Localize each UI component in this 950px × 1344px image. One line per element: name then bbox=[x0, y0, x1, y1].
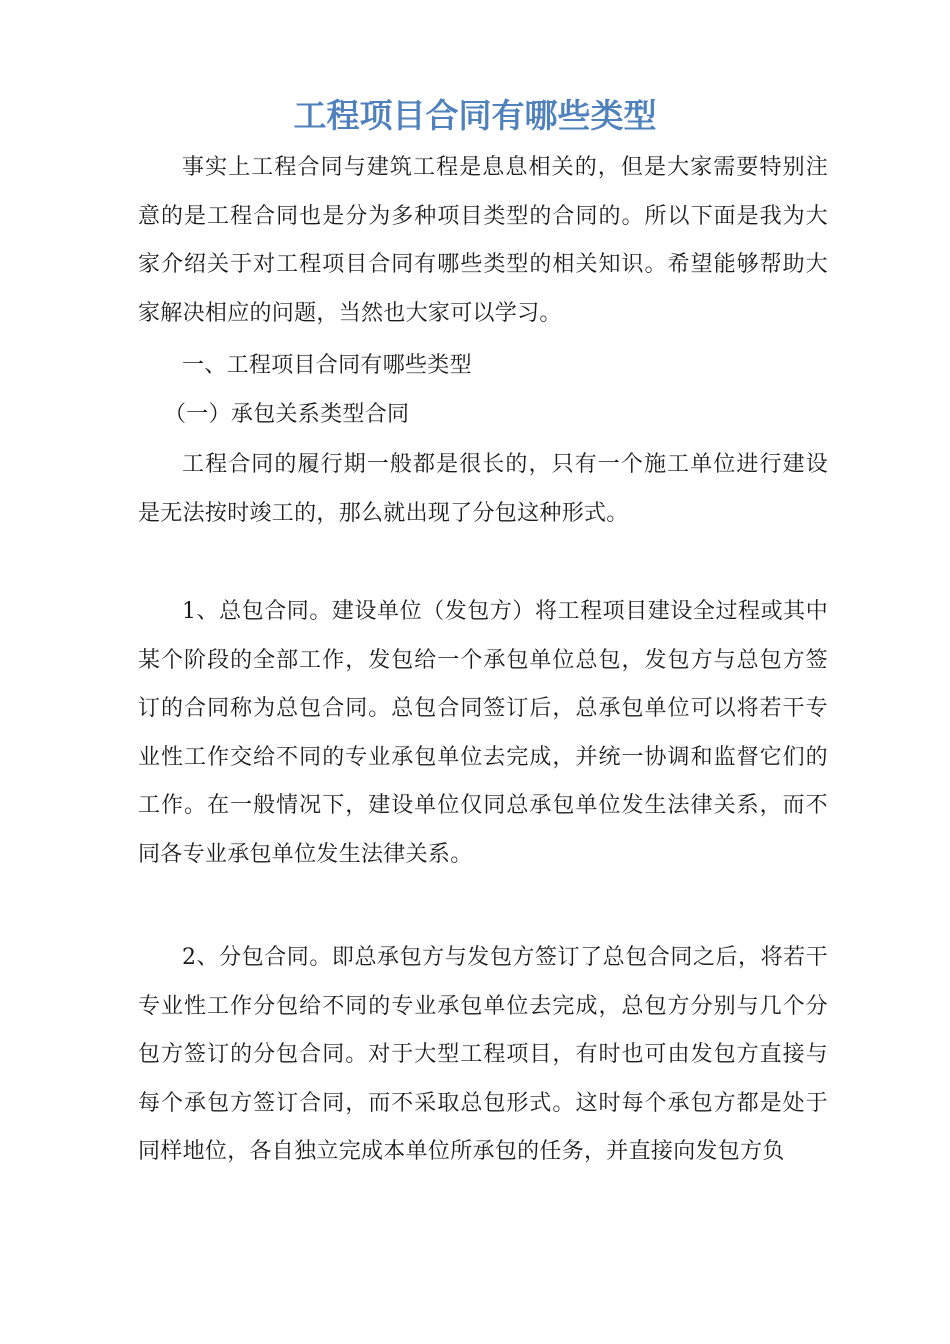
body-paragraph-general-contract: 1、总包合同。建设单位（发包方）将工程项目建设全过程或其中某个阶段的全部工作，发包给一个承包单位总包，发包方与总包方签订的合同称为总包合同。总包合同签订后，总承包单位可以将若干专业性工作交给不同的专业承包单位去完成，并统一协调和监督它们的工作。在一般情况下，建设单位仅同总承包单位发生法律关系，而不同各专业承包单位发生法律关系。 bbox=[138, 599, 828, 867]
body-paragraph-subcontract: 2、分包合同。即总承包方与发包方签订了总包合同之后，将若干专业性工作分包给不同的专业承包单位去完成，总包方分别与几个分包方签订的分包合同。对于大型工程项目，有时也可由发包方直接与每个承包方签订合同，而不采取总包形式。这时每个承包方都是处于同样地位，各自独立完成本单位所承包的任务，并直接向发包方负 bbox=[138, 945, 828, 1164]
document-title: 工程项目合同有哪些类型 bbox=[293, 96, 657, 135]
section-heading: 一、工程项目合同有哪些类型 bbox=[182, 353, 472, 378]
intro-paragraph: 事实上工程合同与建筑工程是息息相关的，但是大家需要特别注意的是工程合同也是分为多种项目类型的合同的。所以下面是我为大家介绍关于对工程项目合同有哪些类型的相关知识。希望能够帮助大家解决相应的问题，当然也大家可以学习。 bbox=[138, 155, 828, 326]
subsection-heading: （一）承包关系类型合同 bbox=[164, 402, 410, 427]
body-paragraph-performance: 工程合同的履行期一般都是很长的，只有一个施工单位进行建设是无法按时竣工的，那么就出现了分包这种形式。 bbox=[138, 452, 828, 526]
